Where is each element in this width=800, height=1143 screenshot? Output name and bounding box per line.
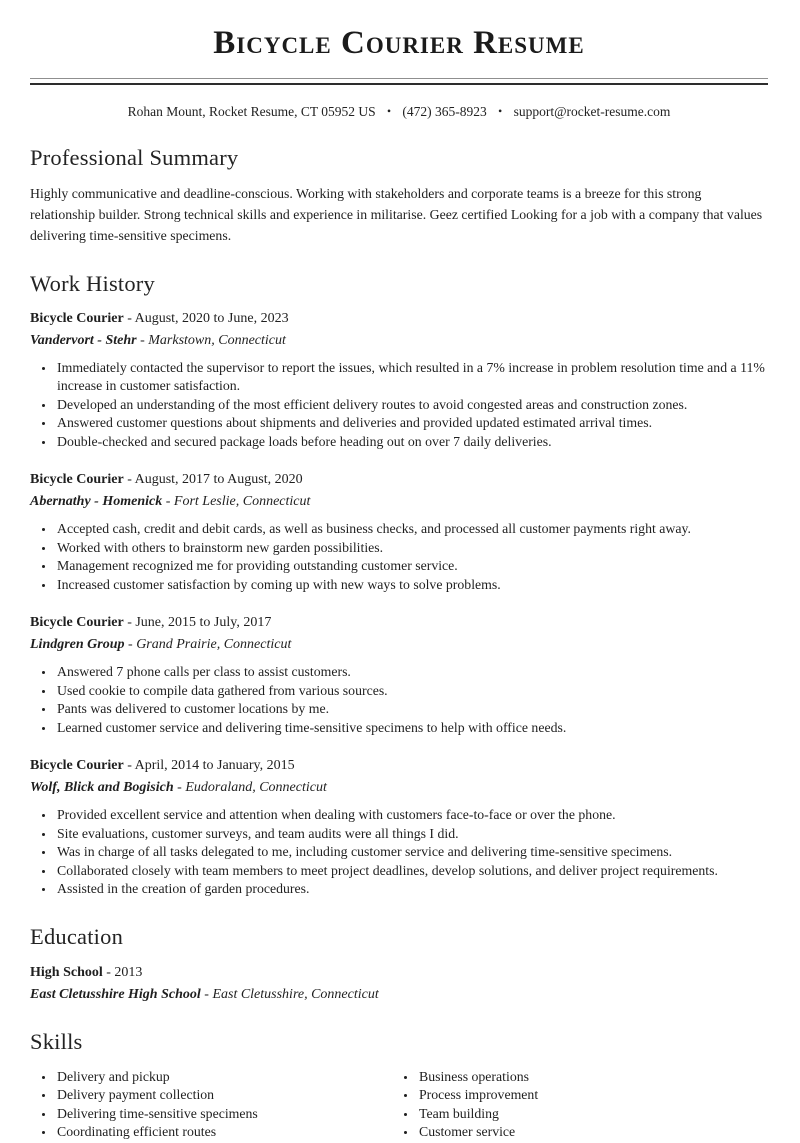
job-location: - Fort Leslie, Connecticut xyxy=(165,494,311,510)
school-name: East Cletusshire High School xyxy=(30,986,201,1002)
job-location: - Grand Prairie, Connecticut xyxy=(128,637,292,653)
education-degree-line xyxy=(30,964,768,982)
bullet-item: • Was in charge of all tasks delegated to me, including customer service and delivering time-sensitive specimens. xyxy=(55,843,768,862)
skill-item: • Coordinating efficient routes xyxy=(55,1123,392,1142)
section-education xyxy=(30,923,768,1004)
divider-thick-line xyxy=(30,83,768,85)
job-dates: - June, 2015 to July, 2017 xyxy=(127,615,272,631)
bullet-item: • Provided excellent service and attention when dealing with customers face-to-face or over the phone. xyxy=(55,806,768,825)
job-location: - Eudoraland, Connecticut xyxy=(177,780,327,796)
work-history-heading: Work History xyxy=(30,270,155,296)
skill-item: • Customer service xyxy=(417,1123,768,1142)
section-professional-summary xyxy=(30,144,768,246)
job-title: Bicycle Courier xyxy=(30,758,124,774)
resume-page xyxy=(0,25,800,1142)
header-divider xyxy=(30,78,768,85)
section-work-history xyxy=(30,270,768,899)
company-name: Abernathy - Homenick xyxy=(30,494,163,510)
contact-address: Rohan Mount, Rocket Resume, CT 05952 US xyxy=(127,103,376,119)
skill-item: • Process improvement xyxy=(417,1086,768,1105)
bullet-item: • Site evaluations, customer surveys, and team audits were all things I did. xyxy=(55,825,768,844)
job-dates: - August, 2017 to August, 2020 xyxy=(127,472,303,488)
job-entry xyxy=(30,614,768,737)
bullet-item: • Assisted in the creation of garden procedures. xyxy=(55,880,768,899)
bullet-item: • Management recognized me for providing outstanding customer service. xyxy=(55,557,768,576)
job-entry xyxy=(30,757,768,899)
graduation-year: - 2013 xyxy=(106,964,143,980)
job-entry xyxy=(30,310,768,452)
job-entry xyxy=(30,471,768,594)
summary-text: Highly communicative and deadline-conscious. Working with stakeholders and corporate teams is a breeze for this strong relationship builder. Strong technical skills and experience in militarise. Geez certified Looking for a job with a company that values delivering time-sensitive specimens. xyxy=(30,185,763,243)
company-name: Wolf, Blick and Bogisich xyxy=(30,780,174,796)
bullet-item: • Learned customer service and delivering time-sensitive specimens to help with office needs. xyxy=(55,719,768,738)
bullet-item: • Double-checked and secured package loads before heading out on over 7 daily deliveries. xyxy=(55,433,768,452)
job-title-line xyxy=(30,614,768,632)
skill-item: • Delivering time-sensitive specimens xyxy=(55,1105,392,1124)
summary-heading: Professional Summary xyxy=(30,144,239,170)
job-bullet-list xyxy=(30,520,768,594)
job-title: Bicycle Courier xyxy=(30,615,124,631)
company-name: Lindgren Group xyxy=(30,637,125,653)
job-company-line xyxy=(30,332,768,350)
education-school-line xyxy=(30,986,768,1004)
contact-separator-dot: • xyxy=(498,105,503,118)
job-company-line xyxy=(30,779,768,797)
bullet-item: • Answered 7 phone calls per class to assist customers. xyxy=(55,663,768,682)
job-dates: - April, 2014 to January, 2015 xyxy=(127,758,295,774)
section-skills xyxy=(30,1028,768,1142)
bullet-item: • Pants was delivered to customer locations by me. xyxy=(55,700,768,719)
bullet-item: • Accepted cash, credit and debit cards, as well as business checks, and processed all customer payments right away. xyxy=(55,520,768,539)
job-title-line xyxy=(30,757,768,775)
contact-line xyxy=(30,104,768,120)
job-company-line xyxy=(30,636,768,654)
education-heading: Education xyxy=(30,923,124,949)
job-title: Bicycle Courier xyxy=(30,310,124,326)
job-dates: - August, 2020 to June, 2023 xyxy=(127,310,289,326)
contact-email: support@rocket-resume.com xyxy=(513,103,671,119)
bullet-item: • Worked with others to brainstorm new garden possibilities. xyxy=(55,539,768,558)
job-bullet-list xyxy=(30,663,768,737)
skills-list-left xyxy=(30,1068,392,1142)
skills-columns xyxy=(30,1068,768,1142)
contact-phone: (472) 365-8923 xyxy=(402,103,487,119)
school-location: - East Cletusshire, Connecticut xyxy=(204,986,379,1002)
skill-item: • Business operations xyxy=(417,1068,768,1087)
resume-header xyxy=(30,25,768,120)
page-title: Bicycle Courier Resume xyxy=(213,25,585,61)
job-bullet-list xyxy=(30,806,768,899)
job-title-line xyxy=(30,310,768,328)
job-location: - Markstown, Connecticut xyxy=(140,332,286,348)
skills-heading: Skills xyxy=(30,1028,83,1054)
job-company-line xyxy=(30,493,768,511)
bullet-item: • Developed an understanding of the most efficient delivery routes to avoid congested areas and construction zones. xyxy=(55,396,768,415)
job-title-line xyxy=(30,471,768,489)
job-title: Bicycle Courier xyxy=(30,472,124,488)
divider-thin-line xyxy=(30,78,768,79)
job-bullet-list xyxy=(30,359,768,452)
bullet-item: • Increased customer satisfaction by coming up with new ways to solve problems. xyxy=(55,576,768,595)
bullet-item: • Answered customer questions about shipments and deliveries and provided updated estimated arrival times. xyxy=(55,414,768,433)
skill-item: • Delivery and pickup xyxy=(55,1068,392,1087)
skill-item: • Delivery payment collection xyxy=(55,1086,392,1105)
bullet-item: • Collaborated closely with team members to meet project deadlines, develop solutions, and deliver project requirements. xyxy=(55,862,768,881)
company-name: Vandervort - Stehr xyxy=(30,332,137,348)
skill-item: • Team building xyxy=(417,1105,768,1124)
contact-separator-dot: • xyxy=(387,105,392,118)
bullet-item: • Used cookie to compile data gathered from various sources. xyxy=(55,682,768,701)
bullet-item: • Immediately contacted the supervisor to report the issues, which resulted in a 7% increase in problem resolution time and a 11% increase in customer satisfaction. xyxy=(55,359,768,396)
degree-name: High School xyxy=(30,964,103,980)
skills-list-right xyxy=(392,1068,768,1142)
